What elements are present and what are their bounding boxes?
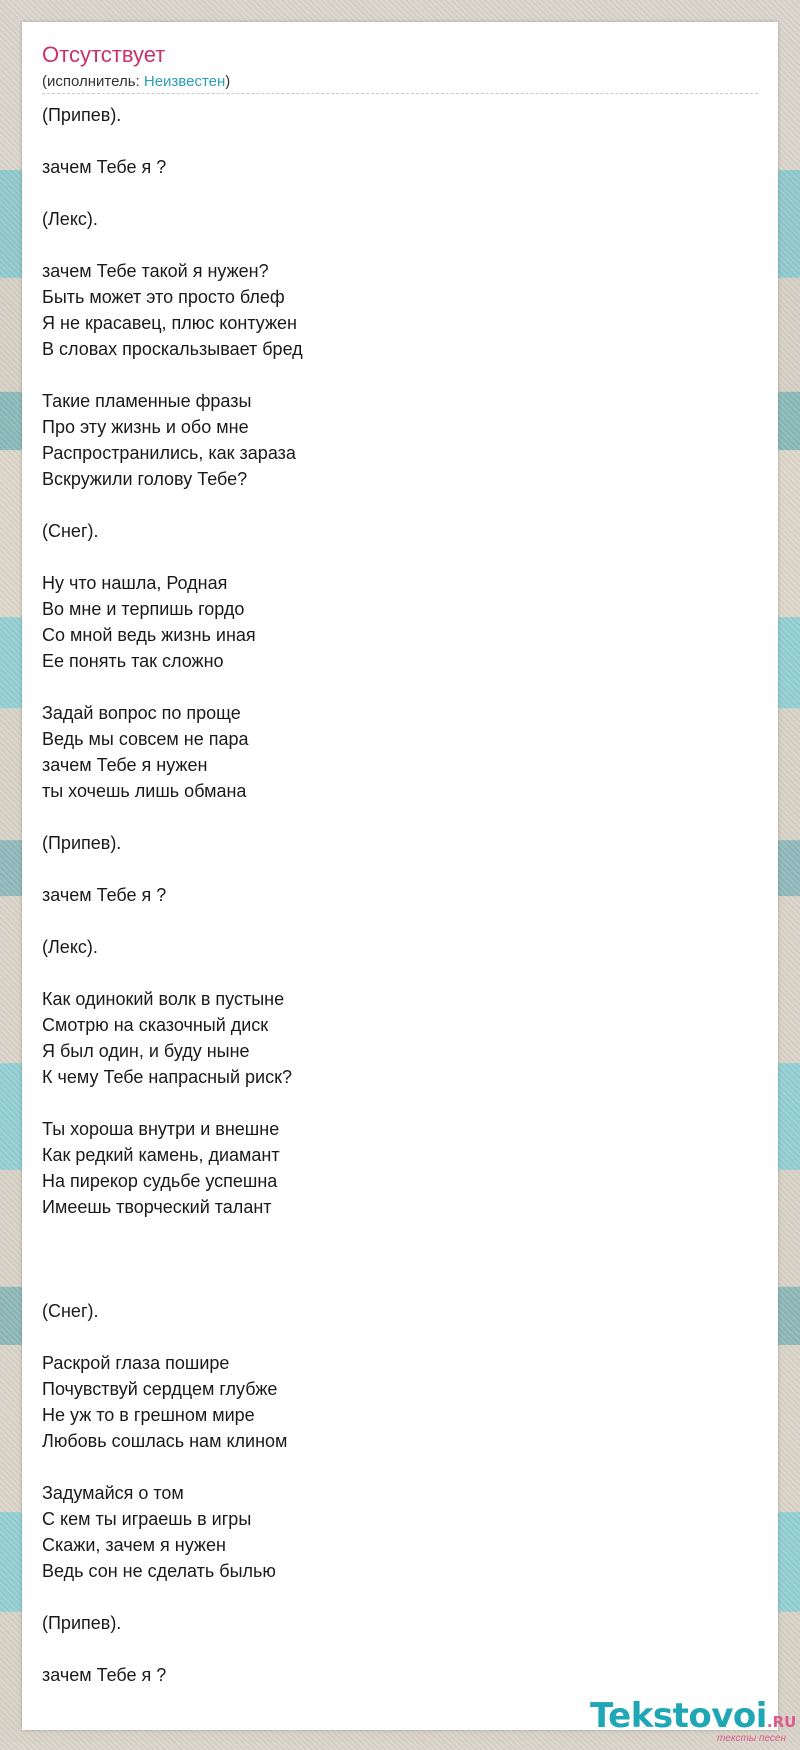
lyric-line (42, 1636, 742, 1662)
song-title: Отсутствует (42, 42, 166, 67)
lyric-line (42, 1454, 742, 1480)
lyric-line: (Снег). (42, 1301, 99, 1321)
lyric-line: Ты хороша внутри и внешне (42, 1119, 280, 1139)
lyric-line: Задумайся о том (42, 1483, 184, 1503)
lyric-line: В словах проскальзывает бред (42, 339, 303, 359)
artist-suffix: ) (225, 73, 231, 90)
lyric-line: Задай вопрос по проще (42, 703, 241, 723)
lyric-line: Раскрой глаза пошире (42, 1353, 230, 1373)
lyric-line (42, 544, 742, 570)
lyric-line: зачем Тебе я ? (42, 1665, 167, 1685)
lyric-line (42, 1584, 742, 1610)
lyric-line (42, 362, 742, 388)
lyric-line: Почувствуй сердцем глубже (42, 1379, 278, 1399)
lyric-line: Как одинокий волк в пустыне (42, 989, 285, 1009)
lyric-line: Скажи, зачем я нужен (42, 1535, 226, 1555)
lyric-line: Я был один, и буду ныне (42, 1041, 250, 1061)
lyric-line: Смотрю на сказочный диск (42, 1015, 269, 1035)
lyric-line: (Припев). (42, 105, 122, 125)
lyric-line: зачем Тебе я ? (42, 885, 167, 905)
lyric-line: Имеешь творческий талант (42, 1197, 272, 1217)
lyric-line: С кем ты играешь в игры (42, 1509, 252, 1529)
lyric-line: (Припев). (42, 1613, 122, 1633)
lyric-line: На пирекор судьбе успешна (42, 1171, 278, 1191)
divider (42, 93, 758, 94)
lyric-line (42, 1246, 742, 1272)
lyric-line: Не уж то в грешном мире (42, 1405, 255, 1425)
lyric-line (42, 1090, 742, 1116)
lyric-line (42, 1324, 742, 1350)
lyric-line: Ведь сон не сделать былью (42, 1561, 276, 1581)
lyric-line: Во мне и терпишь гордо (42, 599, 245, 619)
lyrics-card (22, 22, 797, 1744)
lyric-line (42, 960, 742, 986)
lyric-line: зачем Тебе я нужен (42, 755, 208, 775)
lyric-line (42, 1220, 742, 1246)
lyric-line: Быть может это просто блеф (42, 287, 285, 307)
lyric-line: (Лекс). (42, 937, 98, 957)
logo-tagline: тексты песен (717, 1733, 786, 1744)
lyric-line: Распространились, как зараза (42, 443, 296, 463)
lyric-line (42, 674, 742, 700)
lyric-line: Про эту жизнь и обо мне (42, 417, 249, 437)
logo-main-text: Tekstovoi (590, 1696, 767, 1736)
lyric-line: Любовь сошлась нам клином (42, 1431, 288, 1451)
site-logo[interactable] (590, 1698, 800, 1750)
lyric-line (42, 856, 742, 882)
lyric-line: Ведь мы совсем не пара (42, 729, 249, 749)
lyric-line (42, 804, 742, 830)
lyric-line: Со мной ведь жизнь иная (42, 625, 256, 645)
lyric-line (42, 128, 742, 154)
lyric-line: Я не красавец, плюс контужен (42, 313, 297, 333)
lyric-line (42, 232, 742, 258)
lyric-line: Ну что нашла, Родная (42, 573, 228, 593)
logo-suffix-text: .RU (766, 1713, 797, 1731)
lyric-line: (Снег). (42, 521, 99, 541)
lyric-line: Как редкий камень, диамант (42, 1145, 280, 1165)
lyric-line: ты хочешь лишь обмана (42, 781, 247, 801)
lyrics-text (42, 102, 742, 1688)
lyric-line: зачем Тебе такой я нужен? (42, 261, 269, 281)
artist-link[interactable]: Неизвестен (143, 73, 226, 90)
lyric-line: (Лекс). (42, 209, 98, 229)
lyric-line (42, 180, 742, 206)
lyric-line: Ее понять так сложно (42, 651, 224, 671)
artist-line (42, 73, 230, 91)
lyric-line: Вскружили голову Тебе? (42, 469, 248, 489)
artist-prefix: (исполнитель: (42, 73, 144, 90)
lyric-line: зачем Тебе я ? (42, 157, 167, 177)
lyric-line (42, 908, 742, 934)
lyric-line: К чему Тебе напрасный риск? (42, 1067, 292, 1087)
lyric-line (42, 492, 742, 518)
lyric-line: Такие пламенные фразы (42, 391, 252, 411)
lyric-line (42, 1272, 742, 1298)
lyric-line: (Припев). (42, 833, 122, 853)
